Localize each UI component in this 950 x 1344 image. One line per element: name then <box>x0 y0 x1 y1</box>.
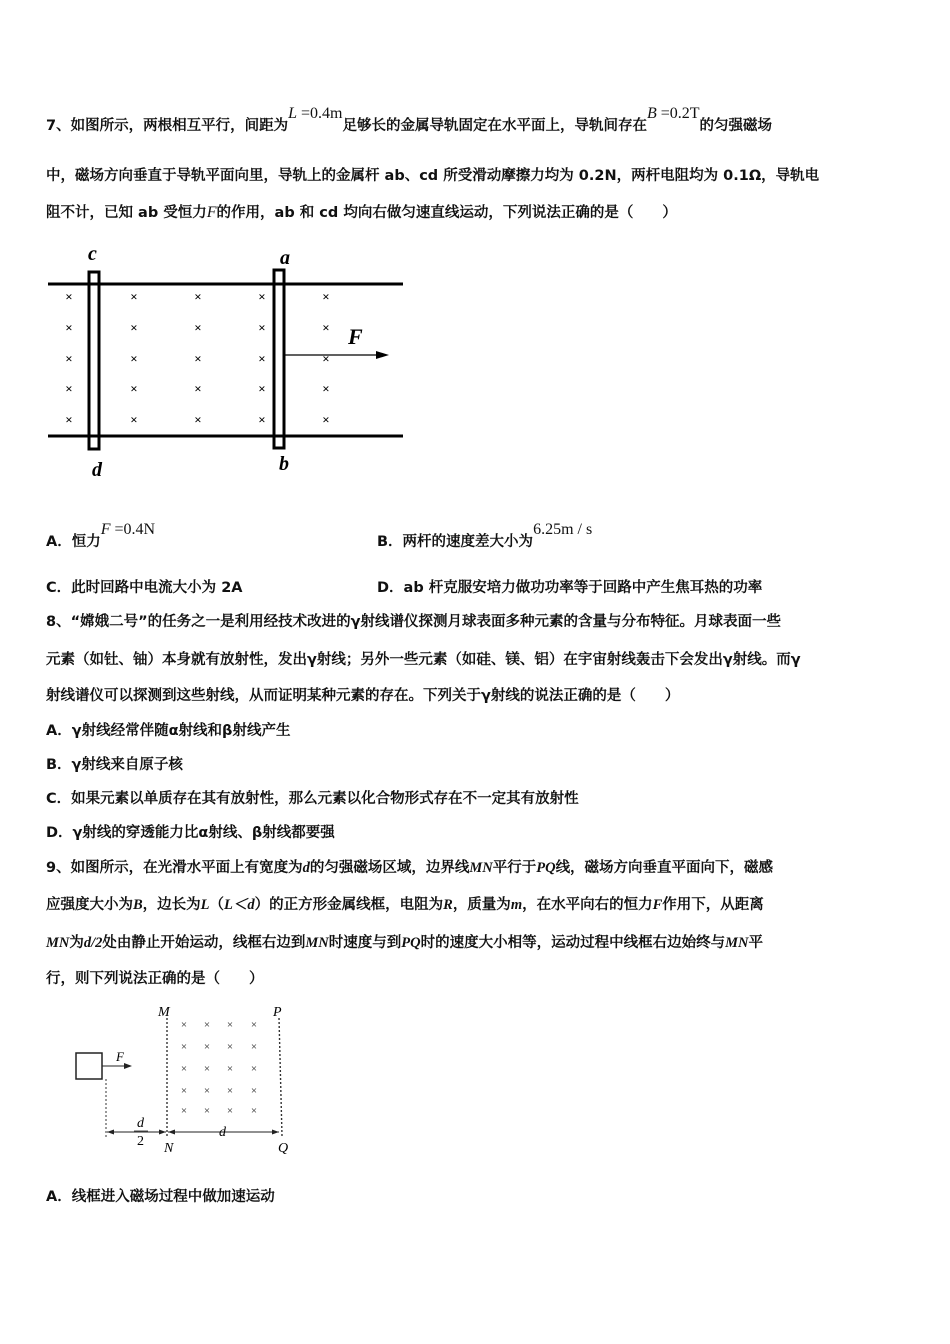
field-crosses <box>65 289 329 427</box>
q9-figure <box>70 1000 310 1160</box>
q7-option-a: A．恒力F =0.4N <box>46 521 156 550</box>
q9-line-2: 应强度大小为B，边长为L（L＜d）的正方形金属线框，电阻为R，质量为m，在水平向右的恒力F作用下，从距离 <box>46 897 764 913</box>
field-cross-mark: × <box>194 320 202 335</box>
field-cross-mark: × <box>322 320 330 335</box>
field-cross-mark: × <box>180 1063 188 1075</box>
q8-line-3: 射线谱仪可以探测到这些射线，从而证明某种元素的存在。下列关于γ射线的说法正确的是（ ） <box>46 688 680 704</box>
field-cross-mark: × <box>226 1085 234 1097</box>
field-cross-mark: × <box>250 1105 258 1117</box>
label-half-den: 2 <box>137 1134 144 1149</box>
field-cross-mark: × <box>258 289 266 304</box>
label-N: N <box>164 1141 174 1156</box>
field-cross-mark: × <box>322 289 330 304</box>
q7-line-1 <box>46 105 773 136</box>
q8-option-b: B．γ射线来自原子核 <box>46 757 183 773</box>
field-cross-mark: × <box>322 412 330 427</box>
q7-option-a-formula: F =0.4N <box>100 521 156 538</box>
field-cross-mark: × <box>322 381 330 396</box>
rod-cd <box>89 272 99 449</box>
field-cross-mark: × <box>203 1085 211 1097</box>
q7-option-b: B．两杆的速度差大小为6.25m / s <box>377 521 593 550</box>
field-cross-mark: × <box>130 289 138 304</box>
q9-line-4: 行，则下列说法正确的是（ ） <box>46 971 264 987</box>
q7-text: 的作用，ab 和 cd 均向右做匀速直线运动，下列说法正确的是（ ） <box>216 205 677 221</box>
field-cross-mark: × <box>130 381 138 396</box>
field-cross-mark: × <box>203 1063 211 1075</box>
field-cross-mark: × <box>203 1041 211 1053</box>
q7-text: 阻不计，已知 ab 受恒力 <box>46 205 207 221</box>
q7-option-c: C．此时回路中电流大小为 2A <box>46 580 243 596</box>
field-cross-mark: × <box>194 351 202 366</box>
field-cross-mark: × <box>258 320 266 335</box>
field-cross-mark: × <box>250 1085 258 1097</box>
field-cross-mark: × <box>65 320 73 335</box>
label-d9: d <box>219 1125 226 1140</box>
label-Q: Q <box>278 1141 289 1156</box>
field-cross-mark: × <box>203 1019 211 1031</box>
q9-option-a: A．线框进入磁场过程中做加速运动 <box>46 1189 275 1205</box>
field-cross-mark: × <box>180 1085 188 1097</box>
q8-line-2: 元素（如钍、铀）本身就有放射性，发出γ射线；另外一些元素（如硅、镁、铝）在宇宙射线轰击下会发出γ射线。而γ <box>46 652 801 668</box>
field-cross-mark: × <box>226 1105 234 1117</box>
force-arrow <box>376 351 389 359</box>
label-M: M <box>158 1005 170 1020</box>
q7-text: 足够长的金属导轨固定在水平面上，导轨间存在 <box>342 118 647 134</box>
label-half-num: d <box>137 1116 144 1131</box>
field-cross-mark: × <box>226 1041 234 1053</box>
field-cross-mark: × <box>194 381 202 396</box>
field-cross-mark: × <box>250 1019 258 1031</box>
field-cross-mark: × <box>130 412 138 427</box>
q7-formula-B: B =0.2T <box>646 105 700 122</box>
q7-line-3 <box>46 203 677 223</box>
boundary-PQ <box>279 1018 282 1136</box>
field-cross-mark: × <box>65 351 73 366</box>
field-cross-mark: × <box>194 289 202 304</box>
q7-text: 的匀强磁场 <box>699 118 773 134</box>
field-cross-mark: × <box>194 412 202 427</box>
q7-option-b-formula: 6.25m / s <box>533 521 593 538</box>
field-cross-mark: × <box>226 1019 234 1031</box>
q8-option-a: A．γ射线经常伴随α射线和β射线产生 <box>46 723 291 739</box>
field-cross-mark: × <box>65 289 73 304</box>
field-cross-mark: × <box>226 1063 234 1075</box>
field-cross-mark: × <box>250 1041 258 1053</box>
field-cross-mark: × <box>203 1105 211 1117</box>
field-cross-mark: × <box>258 412 266 427</box>
field-cross-mark: × <box>258 381 266 396</box>
field-cross-mark: × <box>130 351 138 366</box>
label-F: F <box>348 324 363 349</box>
q9-line-3: MN为d/2处由静止开始运动，线框右边到MN时速度与到PQ时的速度大小相等，运动过程中线框右边始终与MN平 <box>46 935 763 951</box>
field-cross-mark: × <box>250 1063 258 1075</box>
field-cross-mark: × <box>130 320 138 335</box>
field-cross-mark: × <box>180 1041 188 1053</box>
label-c: c <box>88 243 97 265</box>
field-crosses <box>181 1019 257 1117</box>
label-a: a <box>280 247 290 269</box>
field-cross-mark: × <box>180 1105 188 1117</box>
field-cross-mark: × <box>258 351 266 366</box>
q7-var-F: F <box>206 204 217 221</box>
q7-formula-L: L =0.4m <box>288 105 343 122</box>
field-cross-mark: × <box>180 1019 188 1031</box>
wire-frame <box>76 1053 102 1079</box>
q8-option-c: C．如果元素以单质存在其有放射性，那么元素以化合物形式存在不一定其有放射性 <box>46 791 579 807</box>
q7-line-2: 中，磁场方向垂直于导轨平面向里，导轨上的金属杆 ab、cd 所受滑动摩擦力均为 0.2N，两杆电阻均为 0.1Ω，导轨电 <box>46 168 820 184</box>
label-d: d <box>92 459 102 481</box>
label-b: b <box>279 453 289 475</box>
label-P: P <box>273 1005 282 1020</box>
q9-line-1: 9、如图所示，在光滑水平面上有宽度为d的匀强磁场区域，边界线MN平行于PQ线，磁场方向垂直平面向下，磁感 <box>46 860 774 876</box>
label-F9: F <box>116 1049 124 1064</box>
field-cross-mark: × <box>65 381 73 396</box>
q7-text: 7、如图所示，两根相互平行，间距为 <box>46 118 289 134</box>
field-cross-mark: × <box>65 412 73 427</box>
field-cross-mark: × <box>322 351 330 366</box>
rod-ab <box>274 270 284 448</box>
q8-option-d: D．γ射线的穿透能力比α射线、β射线都要强 <box>46 825 335 841</box>
q8-line-1: 8、“嫦娥二号”的任务之一是利用经技术改进的γ射线谱仪探测月球表面多种元素的含量与分布特征。月球表面一些 <box>46 614 782 630</box>
q7-figure <box>40 238 410 483</box>
q7-option-d: D．ab 杆克服安培力做功功率等于回路中产生焦耳热的功率 <box>377 580 763 596</box>
